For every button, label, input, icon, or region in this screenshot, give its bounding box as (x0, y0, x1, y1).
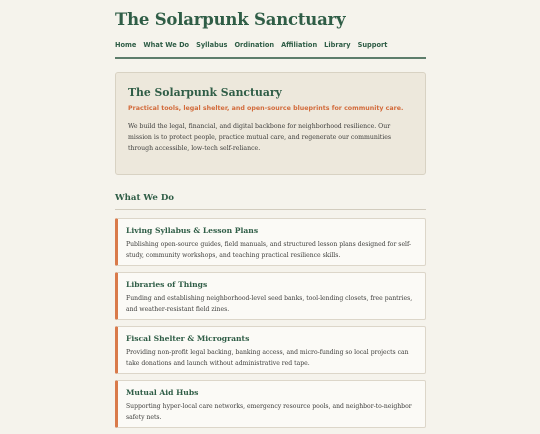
nav-syllabus[interactable]: Syllabus (196, 41, 228, 49)
nav-what-we-do[interactable]: What We Do (143, 41, 190, 49)
main-nav (115, 39, 426, 51)
card-living-syllabus[interactable] (115, 218, 426, 266)
nav-divider (115, 57, 426, 59)
nav-affiliation[interactable]: Affiliation (281, 41, 318, 49)
hero-body: We build the legal, financial, and digital backbone for neighborhood resilience. Our mission is to protect people, practice mutual care, and regenerate our communities through accessible, low-tech self-reliance. (128, 123, 392, 152)
hero-subtitle: Practical tools, legal shelter, and open-source blueprints for community care. (128, 105, 404, 112)
nav-ordination[interactable]: Ordination (234, 41, 275, 49)
nav-support[interactable]: Support (357, 41, 388, 49)
nav-library[interactable]: Library (324, 41, 351, 49)
hero-panel (115, 72, 426, 175)
card-list (115, 218, 426, 428)
card-description: Publishing open-source guides, field manuals, and structured lesson plans designed for self-study, community workshops, and teaching practical resilience skills. (126, 241, 412, 259)
card-description: Providing non-profit legal backing, banking access, and micro-funding so local projects can take donations and launch without administrative red tape. (126, 349, 409, 367)
site-title[interactable]: The Solarpunk Sanctuary (115, 10, 346, 29)
section-heading: What We Do (115, 193, 175, 203)
card-libraries-of-things[interactable] (115, 272, 426, 320)
hero-title: The Solarpunk Sanctuary (128, 86, 282, 99)
card-description: Funding and establishing neighborhood-level seed banks, tool-lending closets, free pantries, and weather-resistant field zines. (126, 295, 413, 313)
card-title: Libraries of Things (126, 280, 208, 289)
nav-home[interactable]: Home (115, 41, 137, 49)
card-description: Supporting hyper-local care networks, emergency resource pools, and neighbor-to-neighbor safety nets. (126, 403, 412, 421)
content-column (115, 0, 426, 434)
card-fiscal-shelter[interactable] (115, 326, 426, 374)
card-title: Mutual Aid Hubs (126, 388, 199, 397)
section-divider (115, 209, 426, 210)
card-mutual-aid-hubs[interactable] (115, 380, 426, 428)
card-title: Living Syllabus & Lesson Plans (126, 226, 259, 235)
card-title: Fiscal Shelter & Microgrants (126, 334, 250, 343)
